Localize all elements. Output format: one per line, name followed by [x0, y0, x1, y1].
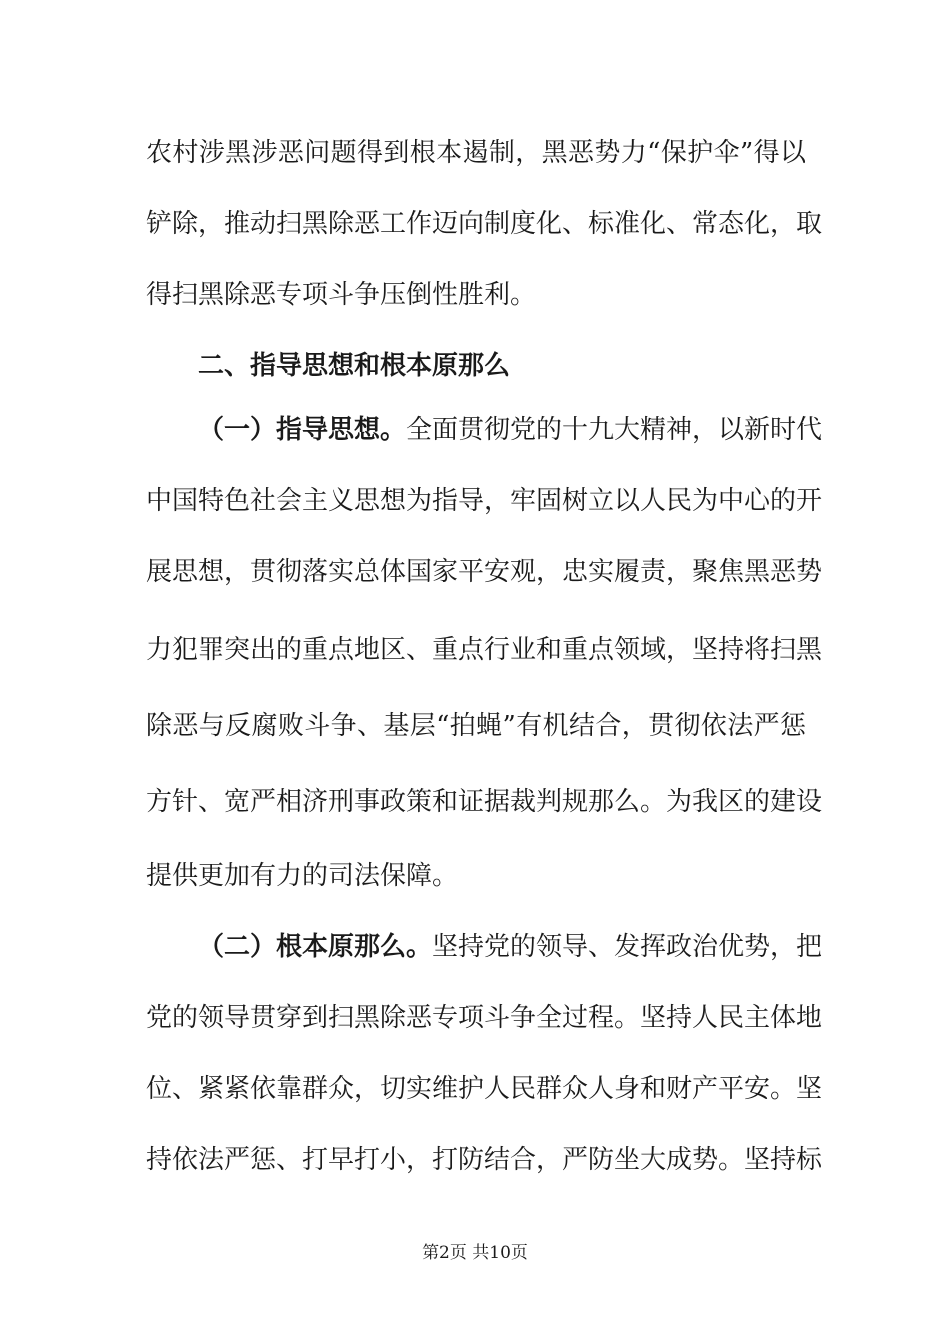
body-line: 除恶与反腐败斗争、基层“拍蝇”有机结合，贯彻依法严惩 — [146, 711, 806, 741]
body-line: 中国特色社会主义思想为指导，牢固树立以人民为中心的开 — [146, 486, 823, 516]
page-footer: 第2页 共10页 — [422, 1243, 528, 1263]
body-line: 方针、宽严相济刑事政策和证据裁判规那么。为我区的建设 — [146, 787, 823, 817]
body-line: 力犯罪突出的重点地区、重点行业和重点领域，坚持将扫黑 — [146, 635, 823, 665]
paragraph-lead: （二）根本原那么。 — [198, 932, 433, 962]
paragraph-lead: （一）指导思想。 — [198, 415, 407, 445]
paragraph-text: 坚持党的领导、发挥政治优势，把 — [432, 932, 823, 962]
body-line: 持依法严惩、打早打小，打防结合，严防坐大成势。坚持标 — [146, 1145, 823, 1175]
body-line: 农村涉黑涉恶问题得到根本遏制，黑恶势力“保护伞”得以 — [146, 138, 806, 168]
paragraph-first-line — [198, 410, 823, 450]
body-line: 提供更加有力的司法保障。 — [146, 861, 459, 891]
body-line: 铲除，推动扫黑除恶工作迈向制度化、标准化、常态化，取 — [146, 209, 823, 239]
paragraph-first-line — [198, 927, 823, 967]
body-line: 展思想，贯彻落实总体国家平安观，忠实履责，聚焦黑恶势 — [146, 557, 823, 587]
body-line: 得扫黑除恶专项斗争压倒性胜利。 — [146, 280, 537, 310]
paragraph-text: 全面贯彻党的十九大精神，以新时代 — [406, 415, 823, 445]
body-line: 党的领导贯穿到扫黑除恶专项斗争全过程。坚持人民主体地 — [146, 1003, 823, 1033]
body-line: 位、紧紧依靠群众，切实维护人民群众人身和财产平安。坚 — [146, 1074, 823, 1104]
section-heading: 二、指导思想和根本原那么 — [198, 351, 511, 381]
